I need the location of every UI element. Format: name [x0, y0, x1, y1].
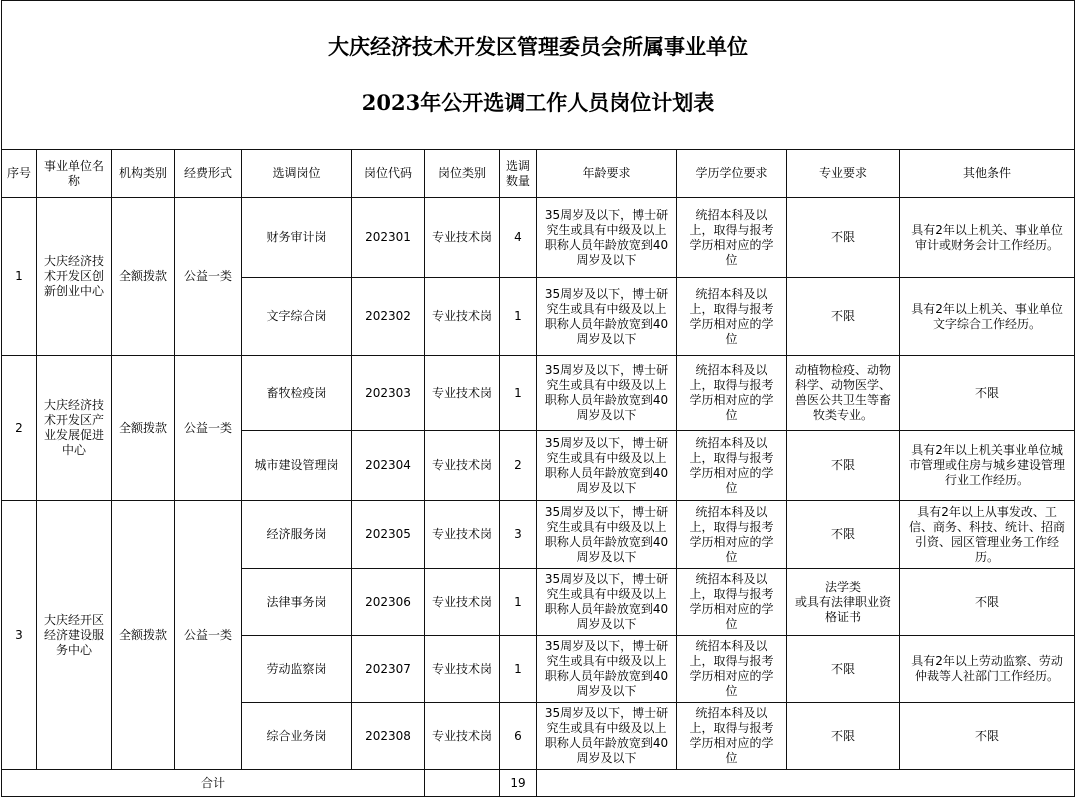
cell-count: 1 — [500, 278, 537, 356]
cell-other-conditions: 不限 — [900, 356, 1075, 431]
cell-other-conditions: 不限 — [900, 703, 1075, 770]
cell-post-type: 专业技术岗 — [425, 569, 500, 636]
table-body — [2, 198, 1075, 770]
total-label: 合计 — [2, 770, 425, 797]
cell-age-requirement: 35周岁及以下，博士研究生或具有中级及以上职称人员年龄放宽到40周岁及以下 — [537, 431, 677, 501]
cell-count: 3 — [500, 501, 537, 569]
cell-major-requirement: 不限 — [787, 636, 900, 703]
header-post: 选调岗位 — [242, 150, 352, 198]
cell-post-type: 专业技术岗 — [425, 356, 500, 431]
cell-unit-name: 大庆经开区经济建设服务中心 — [37, 501, 112, 770]
cell-code: 202302 — [352, 278, 425, 356]
table-footer — [2, 770, 1075, 797]
cell-funding: 公益一类 — [175, 501, 242, 770]
cell-post: 文字综合岗 — [242, 278, 352, 356]
cell-major-requirement: 动植物检疫、动物科学、动物医学、兽医公共卫生等畜牧类专业。 — [787, 356, 900, 431]
total-empty-cell — [425, 770, 500, 797]
header-row — [2, 150, 1075, 198]
cell-code: 202306 — [352, 569, 425, 636]
cell-count: 1 — [500, 356, 537, 431]
total-row — [2, 770, 1075, 797]
cell-seq: 3 — [2, 501, 37, 770]
cell-education-requirement: 统招本科及以上，取得与报考学历相对应的学位 — [677, 356, 787, 431]
cell-education-requirement: 统招本科及以上，取得与报考学历相对应的学位 — [677, 431, 787, 501]
cell-count: 1 — [500, 569, 537, 636]
cell-post: 综合业务岗 — [242, 703, 352, 770]
cell-major-requirement: 不限 — [787, 278, 900, 356]
cell-age-requirement: 35周岁及以下，博士研究生或具有中级及以上职称人员年龄放宽到40周岁及以下 — [537, 636, 677, 703]
title-row — [2, 1, 1075, 150]
cell-unit-name: 大庆经济技术开发区创新创业中心 — [37, 198, 112, 356]
cell-count: 6 — [500, 703, 537, 770]
cell-major-requirement: 不限 — [787, 501, 900, 569]
cell-education-requirement: 统招本科及以上，取得与报考学历相对应的学位 — [677, 636, 787, 703]
cell-code: 202304 — [352, 431, 425, 501]
cell-code: 202307 — [352, 636, 425, 703]
cell-post: 城市建设管理岗 — [242, 431, 352, 501]
position-plan-table — [1, 0, 1075, 797]
cell-major-requirement: 不限 — [787, 431, 900, 501]
cell-other-conditions: 具有2年以上机关、事业单位文字综合工作经历。 — [900, 278, 1075, 356]
header-code: 岗位代码 — [352, 150, 425, 198]
header-post-type: 岗位类别 — [425, 150, 500, 198]
cell-post-type: 专业技术岗 — [425, 198, 500, 278]
header-org-type: 机构类别 — [112, 150, 175, 198]
cell-post: 经济服务岗 — [242, 501, 352, 569]
cell-post: 畜牧检疫岗 — [242, 356, 352, 431]
cell-age-requirement: 35周岁及以下，博士研究生或具有中级及以上职称人员年龄放宽到40周岁及以下 — [537, 501, 677, 569]
cell-code: 202303 — [352, 356, 425, 431]
header-age: 年龄要求 — [537, 150, 677, 198]
cell-other-conditions: 具有2年以上机关事业单位城市管理或住房与城乡建设管理行业工作经历。 — [900, 431, 1075, 501]
cell-other-conditions: 具有2年以上机关、事业单位审计或财务会计工作经历。 — [900, 198, 1075, 278]
cell-age-requirement: 35周岁及以下，博士研究生或具有中级及以上职称人员年龄放宽到40周岁及以下 — [537, 198, 677, 278]
cell-age-requirement: 35周岁及以下，博士研究生或具有中级及以上职称人员年龄放宽到40周岁及以下 — [537, 703, 677, 770]
cell-count: 2 — [500, 431, 537, 501]
cell-other-conditions: 不限 — [900, 569, 1075, 636]
cell-education-requirement: 统招本科及以上，取得与报考学历相对应的学位 — [677, 569, 787, 636]
header-education: 学历学位要求 — [677, 150, 787, 198]
cell-age-requirement: 35周岁及以下，博士研究生或具有中级及以上职称人员年龄放宽到40周岁及以下 — [537, 356, 677, 431]
cell-other-conditions: 具有2年以上劳动监察、劳动仲裁等人社部门工作经历。 — [900, 636, 1075, 703]
cell-post-type: 专业技术岗 — [425, 703, 500, 770]
cell-age-requirement: 35周岁及以下，博士研究生或具有中级及以上职称人员年龄放宽到40周岁及以下 — [537, 569, 677, 636]
header-funding: 经费形式 — [175, 150, 242, 198]
cell-post: 劳动监察岗 — [242, 636, 352, 703]
cell-org-type: 全额拨款 — [112, 356, 175, 501]
table-row — [2, 356, 1075, 431]
cell-education-requirement: 统招本科及以上，取得与报考学历相对应的学位 — [677, 703, 787, 770]
cell-post-type: 专业技术岗 — [425, 501, 500, 569]
cell-seq: 2 — [2, 356, 37, 501]
cell-post-type: 专业技术岗 — [425, 431, 500, 501]
table-row — [2, 198, 1075, 278]
cell-org-type: 全额拨款 — [112, 198, 175, 356]
cell-major-requirement: 不限 — [787, 198, 900, 278]
cell-count: 1 — [500, 636, 537, 703]
cell-major-requirement: 法学类 或具有法律职业资格证书 — [787, 569, 900, 636]
cell-code: 202305 — [352, 501, 425, 569]
table-title — [2, 1, 1075, 150]
title-line-1: 大庆经济技术开发区管理委员会所属事业单位 — [328, 34, 749, 59]
title-line-2: 2023年公开选调工作人员岗位计划表 — [361, 90, 715, 115]
header-other: 其他条件 — [900, 150, 1075, 198]
cell-code: 202301 — [352, 198, 425, 278]
header-count: 选调数量 — [500, 150, 537, 198]
cell-code: 202308 — [352, 703, 425, 770]
cell-education-requirement: 统招本科及以上，取得与报考学历相对应的学位 — [677, 278, 787, 356]
cell-education-requirement: 统招本科及以上，取得与报考学历相对应的学位 — [677, 501, 787, 569]
cell-seq: 1 — [2, 198, 37, 356]
cell-funding: 公益一类 — [175, 198, 242, 356]
header-major: 专业要求 — [787, 150, 900, 198]
header-unit-name: 事业单位名称 — [37, 150, 112, 198]
cell-funding: 公益一类 — [175, 356, 242, 501]
cell-post: 财务审计岗 — [242, 198, 352, 278]
cell-age-requirement: 35周岁及以下，博士研究生或具有中级及以上职称人员年龄放宽到40周岁及以下 — [537, 278, 677, 356]
total-empty-cell — [537, 770, 1075, 797]
cell-major-requirement: 不限 — [787, 703, 900, 770]
table-row — [2, 501, 1075, 569]
cell-unit-name: 大庆经济技术开发区产业发展促进中心 — [37, 356, 112, 501]
cell-other-conditions: 具有2年以上从事发改、工信、商务、科技、统计、招商引资、园区管理业务工作经历。 — [900, 501, 1075, 569]
cell-count: 4 — [500, 198, 537, 278]
header-seq: 序号 — [2, 150, 37, 198]
cell-post-type: 专业技术岗 — [425, 636, 500, 703]
cell-post-type: 专业技术岗 — [425, 278, 500, 356]
cell-org-type: 全额拨款 — [112, 501, 175, 770]
cell-post: 法律事务岗 — [242, 569, 352, 636]
cell-education-requirement: 统招本科及以上，取得与报考学历相对应的学位 — [677, 198, 787, 278]
total-count: 19 — [500, 770, 537, 797]
